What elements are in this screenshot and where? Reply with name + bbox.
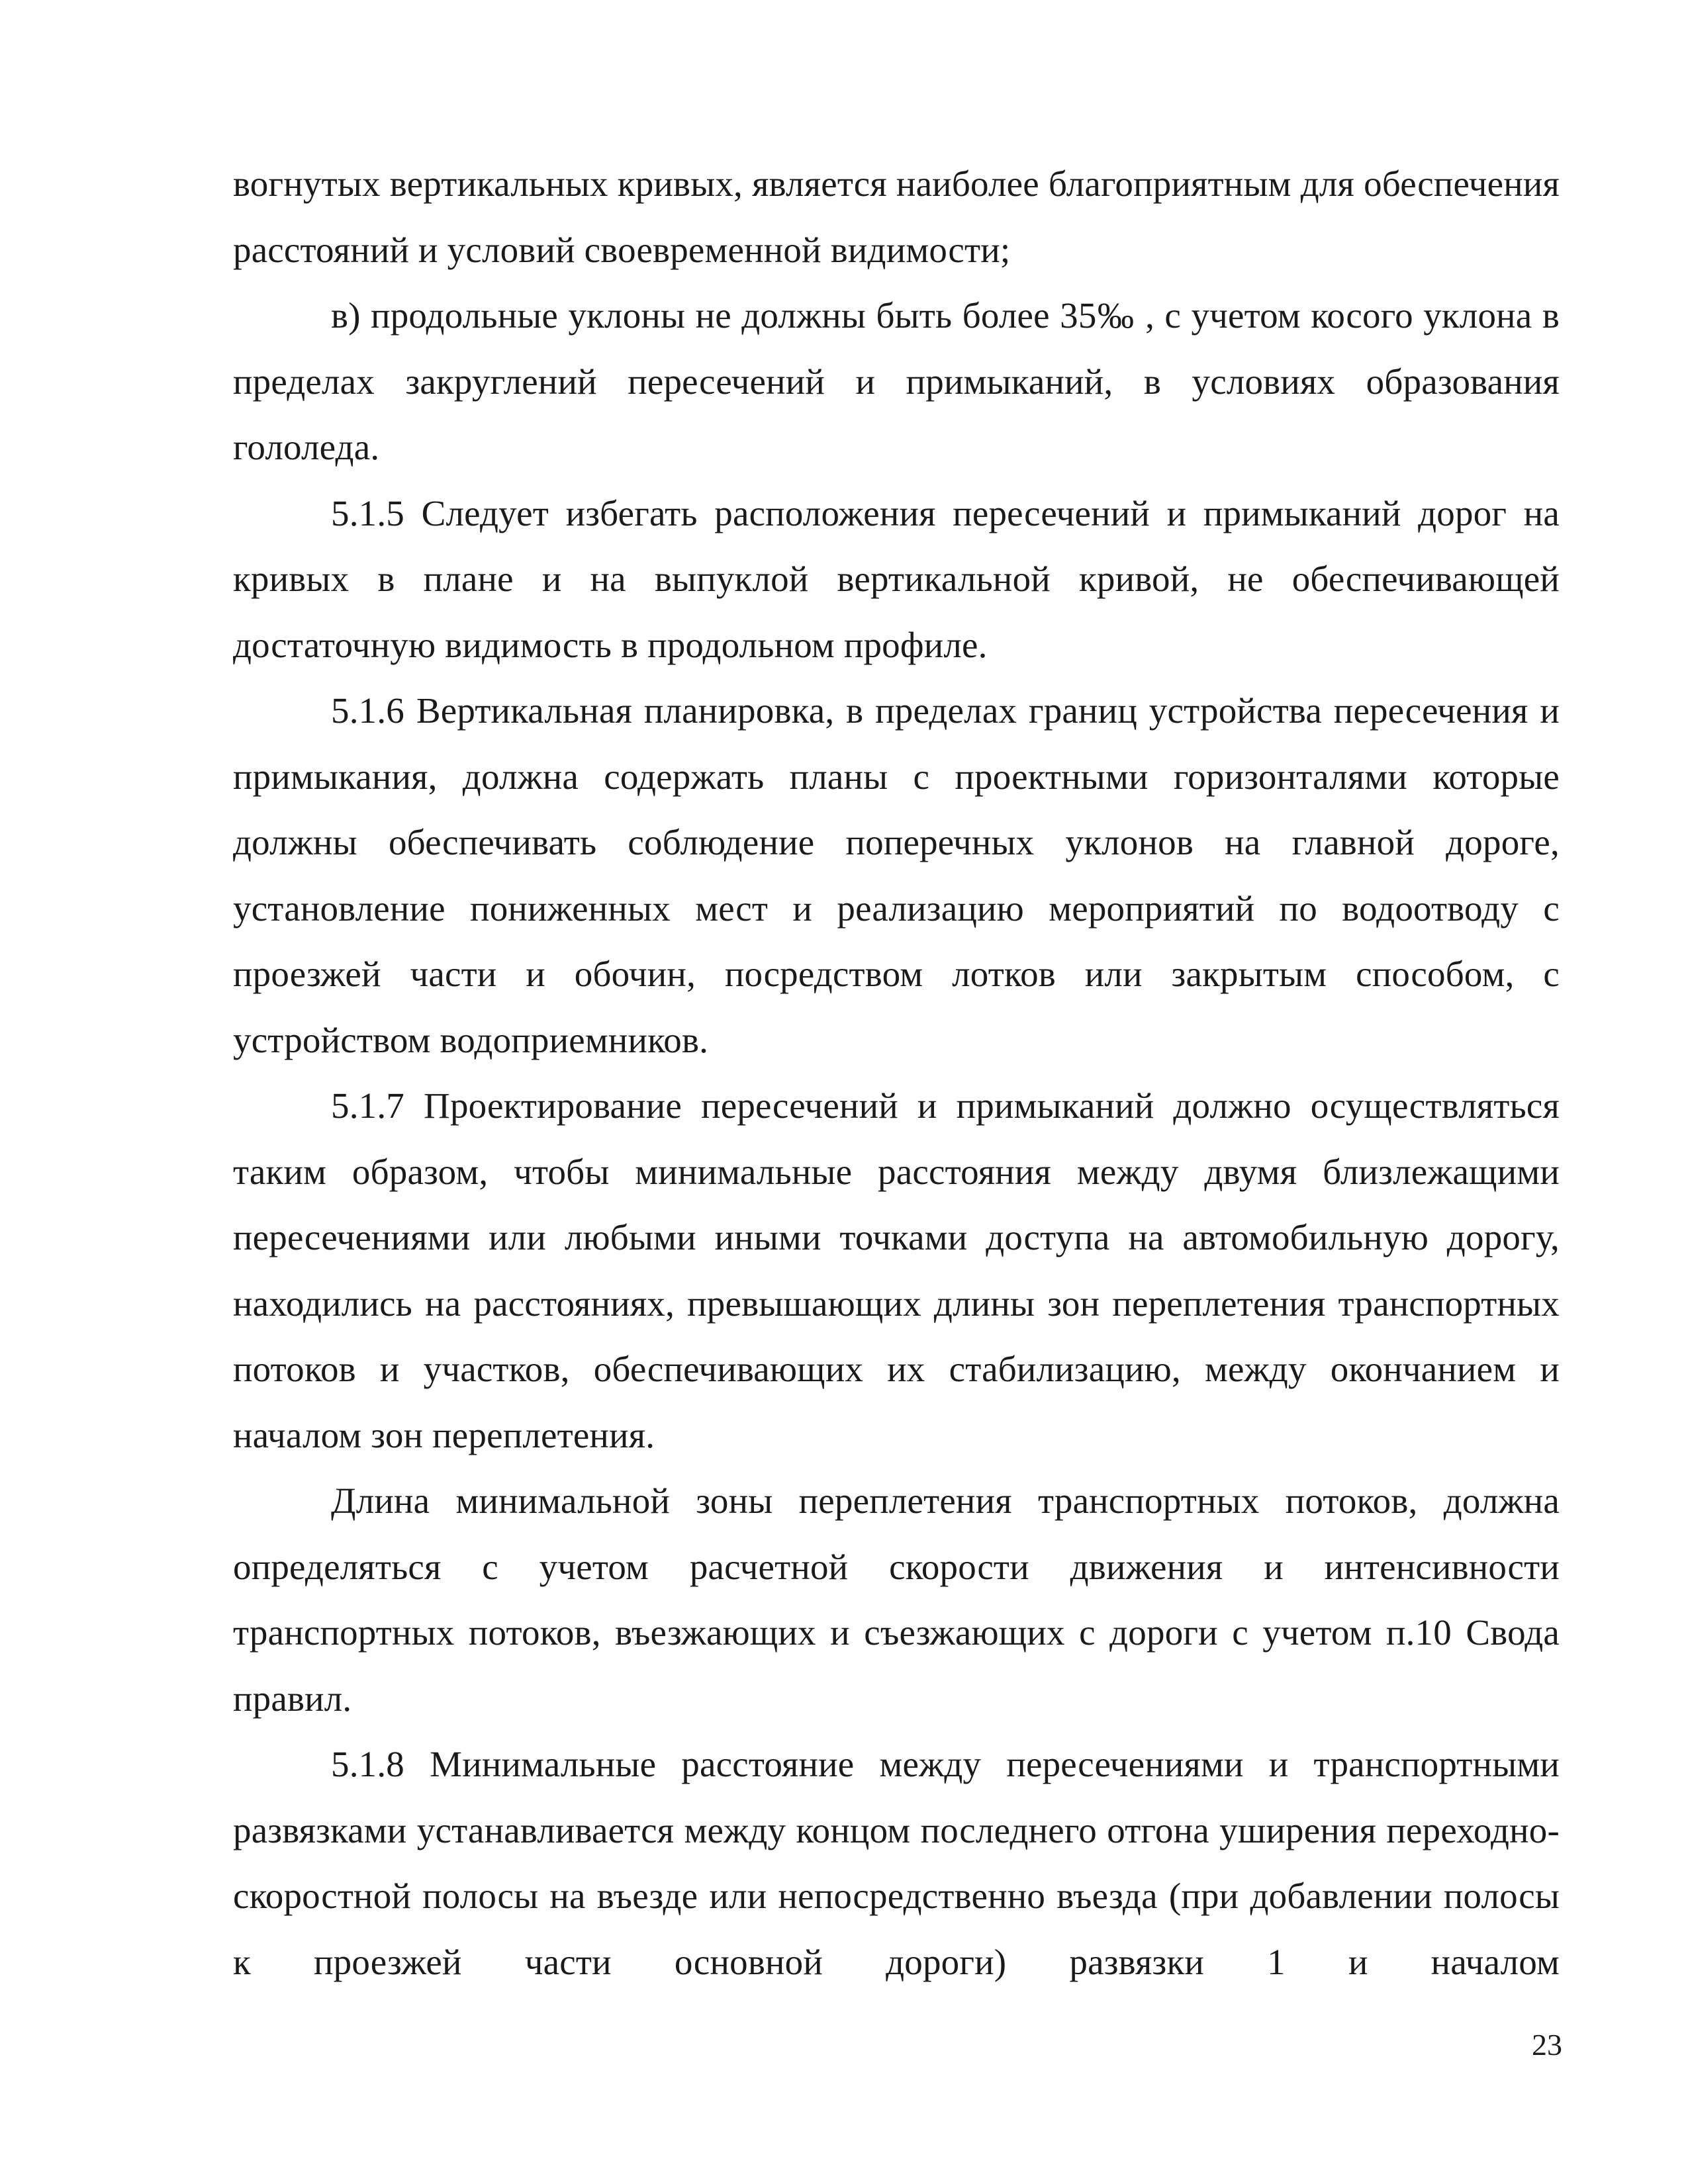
paragraph-weaving-zone-length: Длина минимальной зоны переплетения транспортных потоков, должна определяться с учетом расчетной скорости движения и интенсивности транспортных потоков, въезжающих и съезжающих с дороги с учетом п.10 Свода правил. [233,1480,1560,1719]
paragraph-5-1-8: 5.1.8 Минимальные расстояние между пересечениями и транспортными развязками устанавливается между концом последнего отгона уширения переходно-скоростной полосы на въезде или непосредственно въезда (при добавлении полосы к проезжей части основной дороги) развязки 1 и началом [233,1744,1560,1982]
paragraph-visibility-continuation: вогнутых вертикальных кривых, является наиболее благоприятным для обеспечения расстояний и условий своевременной видимости; [233,163,1560,270]
paragraph-5-1-7: 5.1.7 Проектирование пересечений и примыканий должно осуществляться таким образом, чтобы минимальные расстояния между двумя близлежащими пересечениями или любыми иными точками доступа на автомобильную дорогу, находились на расстояниях, превышающих длины зон переплетения транспортных потоков и участков, обеспечивающих их стабилизацию, между окончанием и началом зон переплетения. [233,1085,1560,1455]
paragraph-5-1-6: 5.1.6 Вертикальная планировка, в пределах границ устройства пересечения и примыкания, должна содержать планы с проектными горизонталями которые должны обеспечивать соблюдение поперечных уклонов на главной дороге, установление пониженных мест и реализацию мероприятий по водоотводу с проезжей части и обочин, посредством лотков или закрытым способом, с устройством водоприемников. [233,690,1560,1060]
paragraph-longitudinal-slopes: в) продольные уклоны не должны быть более 35‰ , с учетом косого уклона в пределах закруглений пересечений и примыканий, в условиях образования гололеда. [233,295,1560,467]
document-page [233,151,1560,1995]
paragraph-5-1-5: 5.1.5 Следует избегать расположения пересечений и примыканий дорог на кривых в плане и на выпуклой вертикальной кривой, не обеспечивающей достаточную видимость в продольном профиле. [233,492,1560,665]
page-number: 23 [1532,2028,1562,2062]
